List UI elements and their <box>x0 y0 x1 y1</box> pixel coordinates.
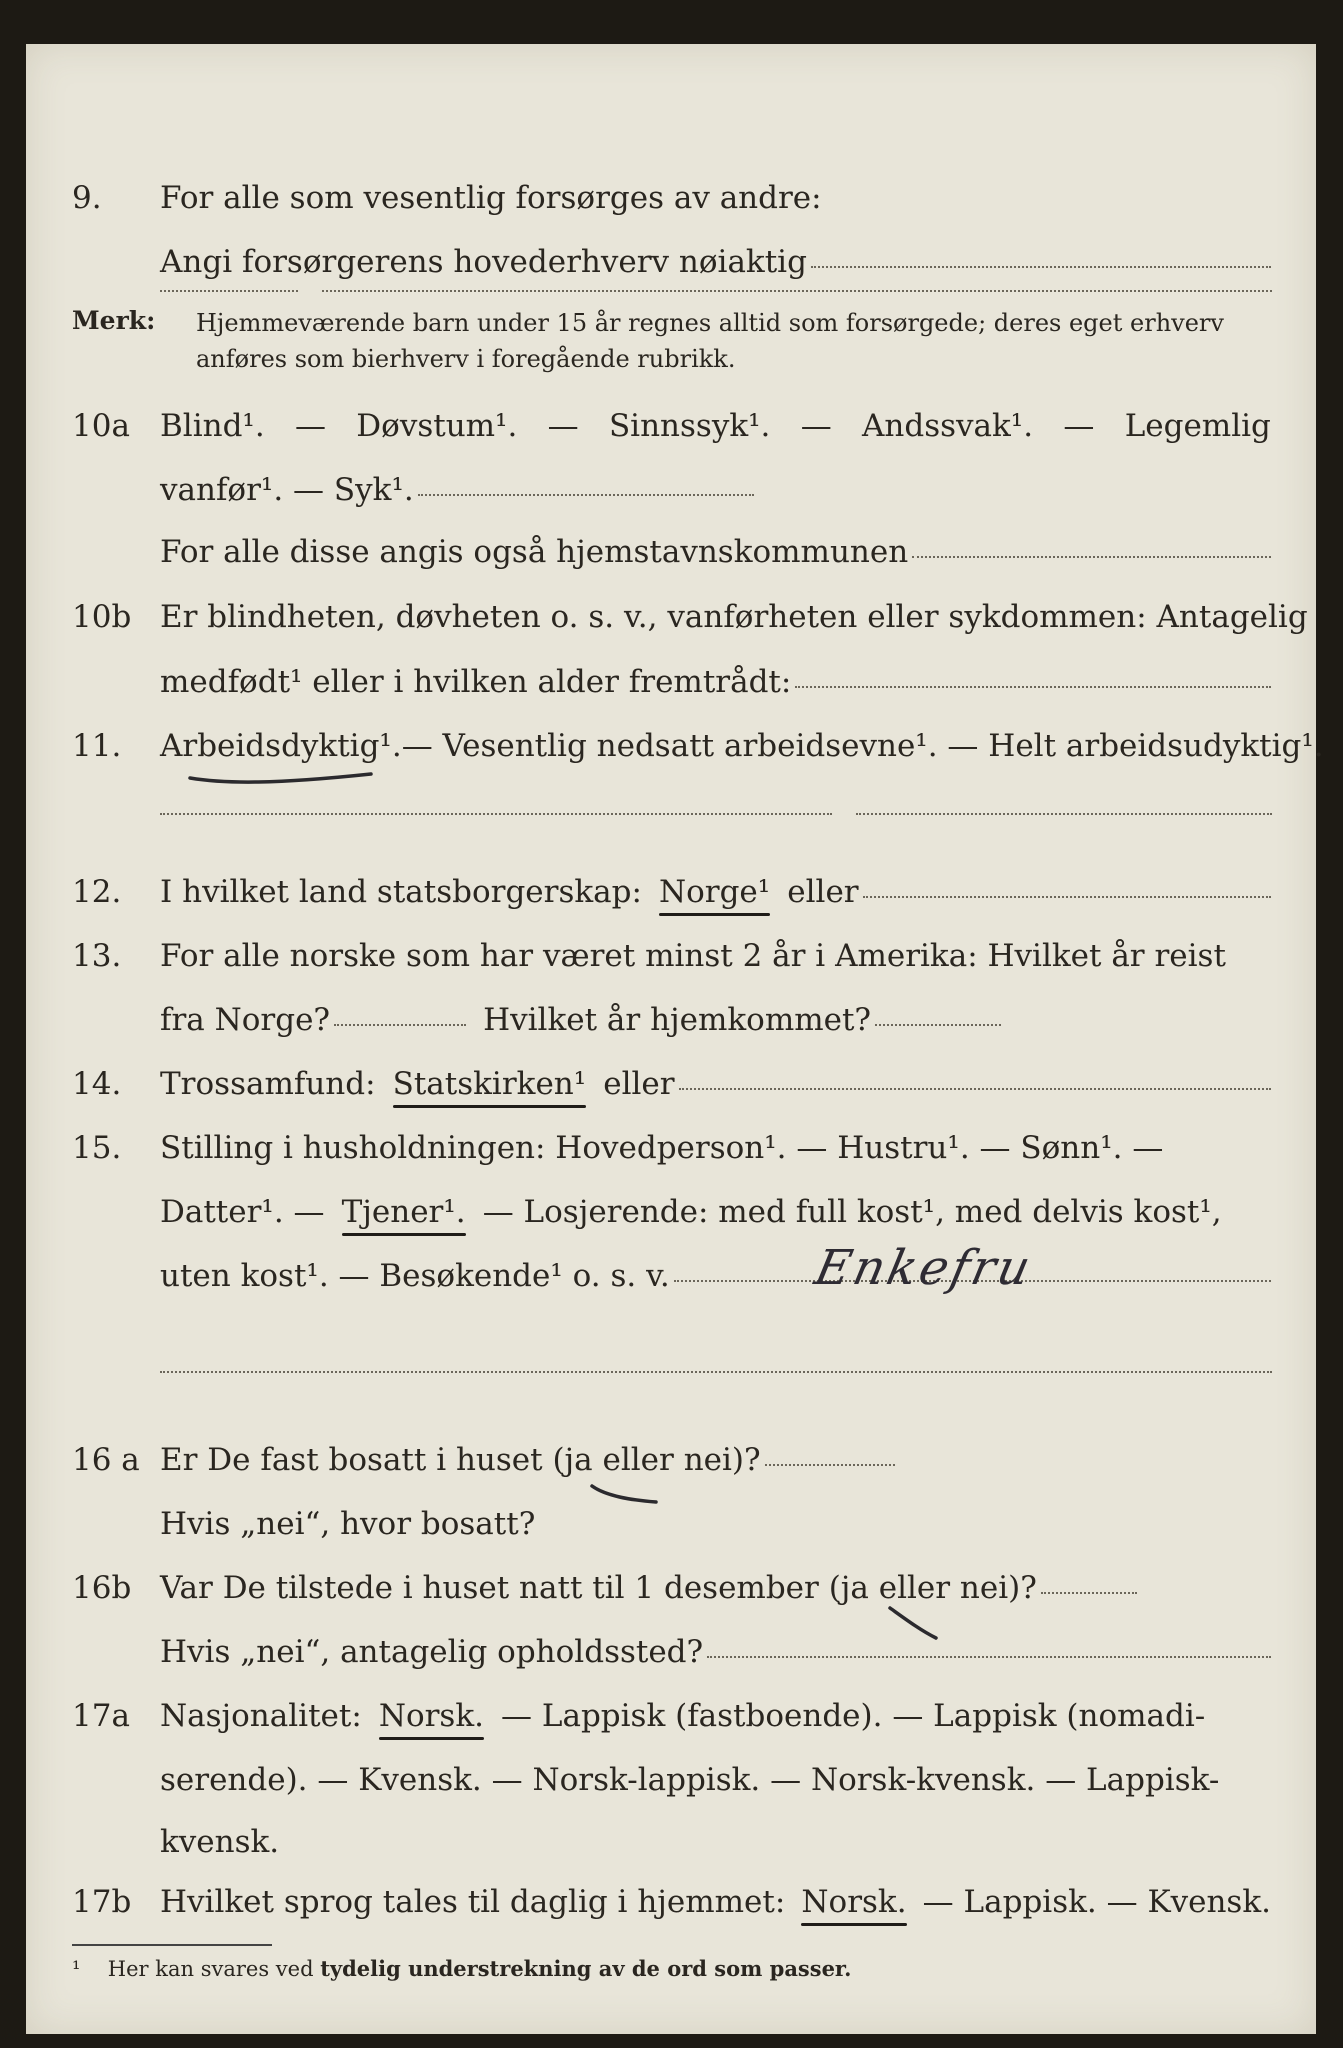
option-blind: Blind¹. <box>160 408 265 444</box>
footnote-text: Her kan svares ved <box>107 1957 321 1981</box>
q11-extra-field-b[interactable] <box>856 813 1272 815</box>
q13-hjemkommet-field[interactable] <box>875 1024 1001 1026</box>
footnote-rule <box>72 1944 272 1946</box>
q17a-row3 <box>26 1814 1316 1870</box>
q13-text1 <box>160 928 1271 984</box>
q15-losjerende: — Losjerende: med full kost¹, med delvis kost¹, <box>482 1194 1222 1230</box>
q16a-text2 <box>160 1496 1271 1552</box>
q16b-row1 <box>26 1560 1316 1616</box>
q13-line1: For alle norske som har været minst 2 år i Amerika: Hvilket år reist <box>160 938 1226 974</box>
q14-text <box>160 1056 1271 1112</box>
q17b-answer-norsk: Norsk. <box>801 1874 906 1930</box>
q12-text <box>160 864 1271 920</box>
q9-extra-field-a[interactable] <box>160 290 298 292</box>
q16a-number: 16 a <box>72 1442 140 1478</box>
q17a-line3: kvensk. <box>160 1824 280 1860</box>
q17b-number: 17b <box>72 1884 132 1920</box>
q9-answer-field[interactable] <box>811 266 1271 268</box>
q15-row3 <box>26 1248 1316 1304</box>
q12-answer-norge: Norge¹ <box>659 864 770 920</box>
q10b-line1: Er blindheten, døvheten o. s. v., vanførheten eller sykdommen: Antagelig <box>160 599 1308 635</box>
q17a-answer-norsk: Norsk. <box>379 1688 484 1744</box>
q9-extra-field-b[interactable] <box>322 290 1272 292</box>
q17a-line2: serende). — Kvensk. — Norsk-lappisk. — Norsk-kvensk. — Lappisk- <box>160 1762 1220 1798</box>
q16b-text2 <box>160 1624 1271 1680</box>
q17b-row <box>26 1874 1316 1930</box>
q12-question: I hvilket land statsborgerskap: <box>160 874 642 910</box>
option-legemlig: Legemlig <box>1124 408 1271 444</box>
q10a-text2 <box>160 462 1271 518</box>
q10a-row3 <box>26 524 1316 580</box>
q10a-options <box>160 398 1271 454</box>
q16b-question: Var De tilstede i huset natt til 1 desember (ja eller nei)? <box>160 1570 1037 1606</box>
q17a-number: 17a <box>72 1698 130 1734</box>
q10b-row1 <box>26 589 1316 645</box>
q16a-text1 <box>160 1432 1271 1488</box>
footnote-text-bold: tydelig understrekning av de ord som passer. <box>320 1956 852 1981</box>
q15-answer-tjener: Tjener¹. <box>342 1184 466 1240</box>
q9-line2: Angi forsørgerens hovederhverv nøiaktig <box>160 244 807 280</box>
merk-line1: Hjemmeværende barn under 15 år regnes alltid som forsørgede; deres eget erhverv <box>196 309 1224 337</box>
q10b-text2 <box>160 654 1271 710</box>
q10a-row2 <box>26 462 1316 518</box>
q15-datter: Datter¹. — <box>160 1194 325 1230</box>
q17a-text2 <box>160 1752 1271 1808</box>
q16b-opholdssted-field[interactable] <box>707 1656 1271 1658</box>
q9-row1 <box>26 170 1316 226</box>
census-form-page <box>26 44 1324 2034</box>
q16b-answer-field[interactable] <box>1041 1592 1137 1594</box>
q9-text1 <box>160 170 1271 226</box>
q13-hjemkommet-label: Hvilket år hjemkommet? <box>483 1002 872 1038</box>
q10a-line3: For alle disse angis også hjemstavnskommunen <box>160 534 909 570</box>
q17b-question: Hvilket sprog tales til daglig i hjemmet: <box>160 1884 786 1920</box>
q10b-answer-field[interactable] <box>795 686 1271 688</box>
q9-line1: For alle som vesentlig forsørges av andre: <box>160 180 822 216</box>
q10b-row2 <box>26 654 1316 710</box>
q13-number: 13. <box>72 938 122 974</box>
q11-other-options: — Vesentlig nedsatt arbeidsevne¹. — Helt arbeidsudyktig¹. <box>401 728 1324 764</box>
footnote <box>72 1956 851 1981</box>
q16a-row2 <box>26 1496 1316 1552</box>
q14-answer-statskirken: Statskirken¹ <box>393 1056 587 1112</box>
q12-row <box>26 864 1316 920</box>
q10a-answer-field[interactable] <box>418 494 754 496</box>
q17b-text <box>160 1874 1271 1930</box>
q10a-row1 <box>26 398 1316 454</box>
q15-line1: Stilling i husholdningen: Hovedperson¹. — Hustru¹. — Sønn¹. — <box>160 1130 1164 1166</box>
q14-question: Trossamfund: <box>160 1066 376 1102</box>
q16b-number: 16b <box>72 1570 132 1606</box>
q12-eller: eller <box>787 874 859 910</box>
q16b-opholdssted-label: Hvis „nei“, antagelig opholdssted? <box>160 1634 704 1670</box>
q10b-text1 <box>160 589 1308 645</box>
q11-extra-field-a[interactable] <box>160 813 832 815</box>
dash: — <box>800 408 832 444</box>
q17a-text1 <box>160 1688 1271 1744</box>
q14-answer-field[interactable] <box>679 1088 1271 1090</box>
q9-number: 9. <box>72 180 102 216</box>
dash: — <box>295 408 326 444</box>
q15-number: 15. <box>72 1130 122 1166</box>
q17a-row2 <box>26 1752 1316 1808</box>
q10b-line2: medfødt¹ eller i hvilken alder fremtrådt: <box>160 664 792 700</box>
q16b-text1 <box>160 1560 1271 1616</box>
q12-number: 12. <box>72 874 122 910</box>
dash: — <box>547 408 579 444</box>
q9-row2 <box>26 234 1316 290</box>
q17a-row1 <box>26 1688 1316 1744</box>
q16a-answer-field[interactable] <box>765 1464 895 1466</box>
option-andssvak: Andssvak¹. <box>862 408 1034 444</box>
q11-option-arbeidsdyktig: Arbeidsdyktig¹. <box>160 728 402 764</box>
q17a-text3 <box>160 1814 1271 1870</box>
q13-reist-field[interactable] <box>334 1024 466 1026</box>
q13-row2 <box>26 992 1316 1048</box>
q15-text1 <box>160 1120 1271 1176</box>
q13-reist-label: fra Norge? <box>160 1002 331 1038</box>
q10a-text3 <box>160 524 1271 580</box>
q9-text2 <box>160 234 1271 290</box>
q17b-other-options: — Lappisk. — Kvensk. <box>922 1884 1271 1920</box>
q16a-question: Er De fast bosatt i huset (ja eller nei)? <box>160 1442 761 1478</box>
q17a-label: Nasjonalitet: <box>160 1698 362 1734</box>
q10b-number: 10b <box>72 599 132 635</box>
q14-number: 14. <box>72 1066 122 1102</box>
q16b-row2 <box>26 1624 1316 1680</box>
q14-row <box>26 1056 1316 1112</box>
q10a-hjemstavn-field[interactable] <box>912 556 1271 558</box>
q11-handwritten-underline <box>186 764 376 788</box>
q10a-number: 10a <box>72 408 130 444</box>
q10a-line2: vanfør¹. — Syk¹. <box>160 472 414 508</box>
q15-text3 <box>160 1248 1271 1304</box>
q11-number: 11. <box>72 728 122 764</box>
footnote-mark: ¹ <box>72 1957 81 1981</box>
q12-answer-field[interactable] <box>863 896 1271 898</box>
q15-extra-field[interactable] <box>160 1371 1272 1373</box>
q13-text2 <box>160 992 1271 1048</box>
merk-line2: anføres som bierhverv i foregående rubrikk. <box>196 345 736 373</box>
merk-label: Merk: <box>72 306 156 335</box>
q14-eller: eller <box>603 1066 675 1102</box>
q15-row1 <box>26 1120 1316 1176</box>
q16a-row1 <box>26 1432 1316 1488</box>
q15-row2 <box>26 1184 1316 1240</box>
dash: — <box>1063 408 1095 444</box>
option-sinnssyk: Sinnssyk¹. <box>608 408 771 444</box>
q17a-other-options: — Lappisk (fastboende). — Lappisk (nomadi- <box>501 1698 1206 1734</box>
q13-row1 <box>26 928 1316 984</box>
q15-line3: uten kost¹. — Besøkende¹ o. s. v. <box>160 1258 670 1294</box>
q16a-bosatt-label: Hvis „nei“, hvor bosatt? <box>160 1506 536 1542</box>
option-dovstum: Døvstum¹. <box>356 408 518 444</box>
q15-handwritten-answer: Enkefru <box>810 1240 1039 1296</box>
q15-text2 <box>160 1184 1271 1240</box>
